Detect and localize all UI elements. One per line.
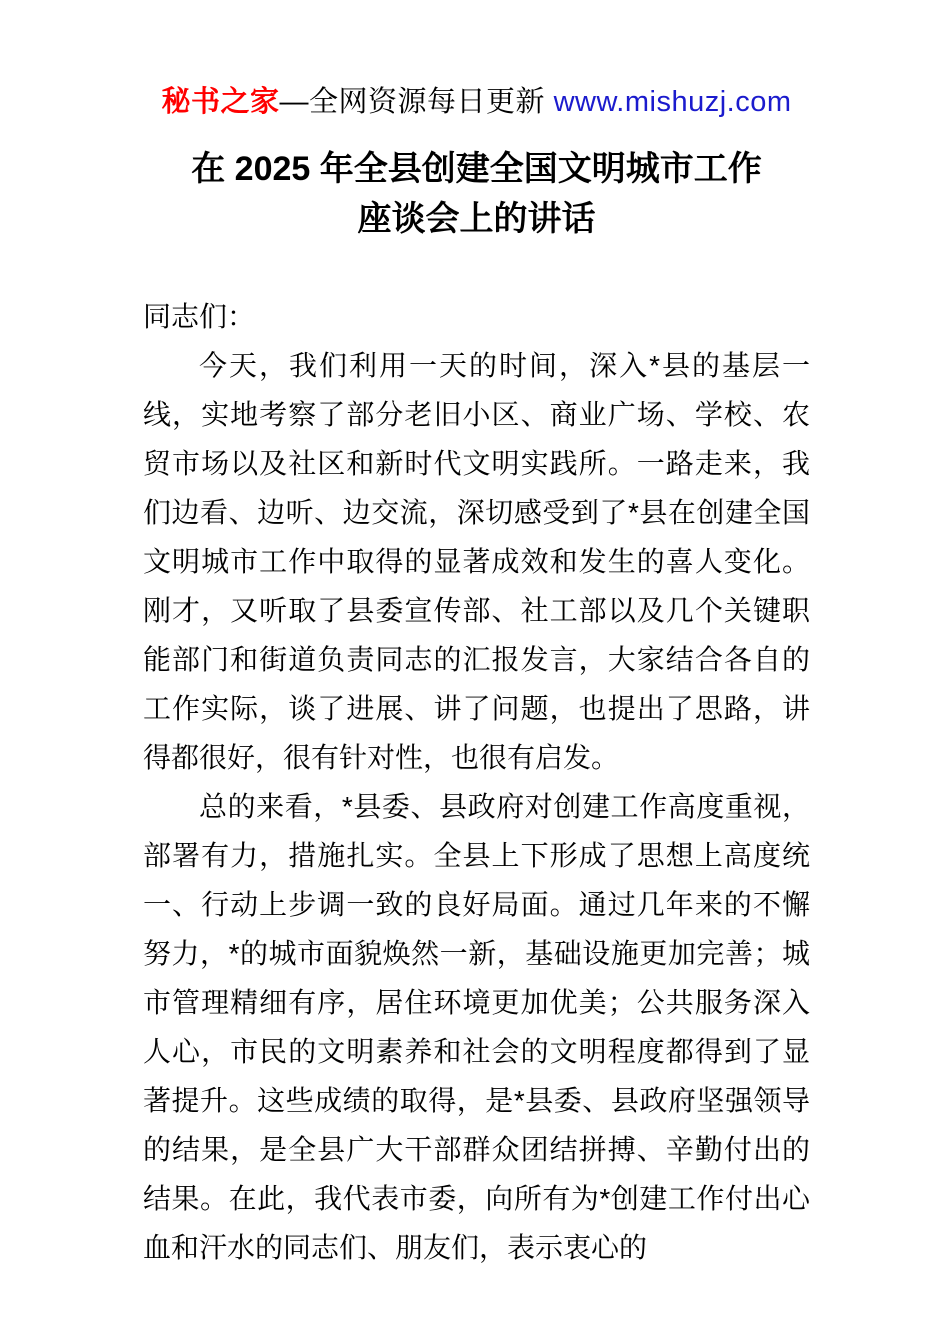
site-brand: 秘书之家 xyxy=(161,86,280,118)
document-title xyxy=(143,144,810,244)
paragraph-1: 今天，我们利用一天的时间，深入*县的基层一线，实地考察了部分老旧小区、商业广场、学校、农贸市场以及社区和新时代文明实践所。一路走来，我们边看、边听、边交流，深切感受到了*县在创建全国文明城市工作中取得的显著成效和发生的喜人变化。刚才，又听取了县委宣传部、社工部以及几个关键职能部门和街道负责同志的汇报发言，大家结合各自的工作实际，谈了进展、讲了问题，也提出了思路，讲得都很好，很有针对性，也很有启发。 xyxy=(143,350,810,773)
site-url-link[interactable]: www.mishuzj.com xyxy=(553,86,792,118)
document-body xyxy=(143,292,810,1272)
title-line-2: 座谈会上的讲话 xyxy=(357,200,596,238)
site-header xyxy=(143,82,810,122)
title-line-1: 在 2025 年全县创建全国文明城市工作 xyxy=(191,150,762,188)
paragraph-2: 总的来看，*县委、县政府对创建工作高度重视，部署有力，措施扎实。全县上下形成了思想上高度统一、行动上步调一致的良好局面。通过几年来的不懈努力，*的城市面貌焕然一新，基础设施更加完善；城市管理精细有序，居住环境更加优美；公共服务深入人心，市民的文明素养和社会的文明程度都得到了显著提升。这些成绩的取得，是*县委、县政府坚强领导的结果，是全县广大干部群众团结拼搏、辛勤付出的结果。在此，我代表市委，向所有为*创建工作付出心血和汗水的同志们、朋友们，表示衷心的 xyxy=(143,791,810,1263)
salutation: 同志们： xyxy=(143,301,256,332)
site-tagline: —全网资源每日更新 xyxy=(279,86,554,118)
